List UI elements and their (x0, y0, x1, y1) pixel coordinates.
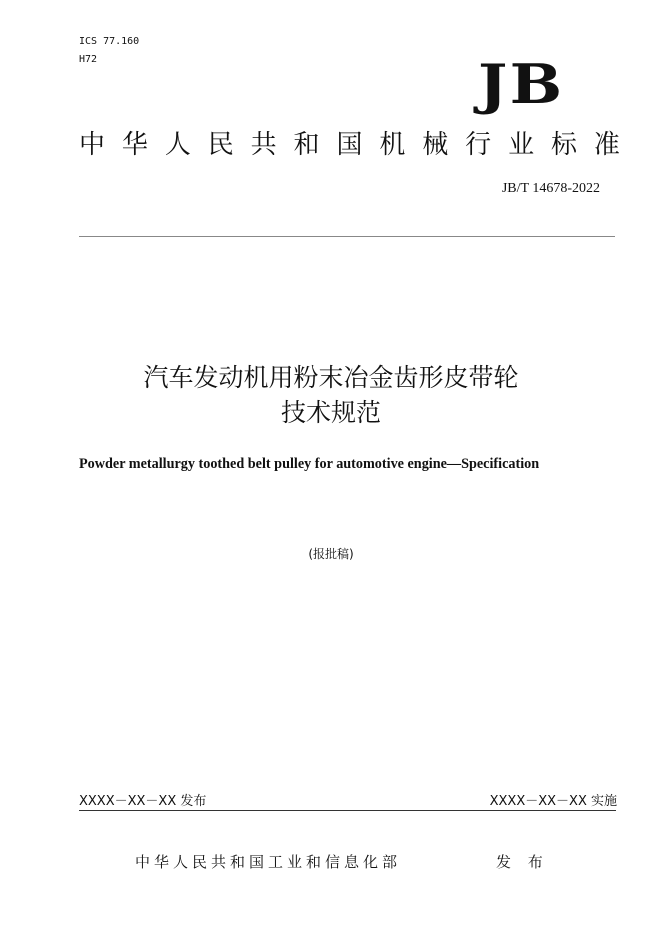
issue-label: 发 布 (496, 853, 549, 871)
ccs-code: H72 (79, 54, 98, 65)
category-char: 准 (593, 130, 620, 160)
category-char: 械 (422, 130, 449, 160)
category-char: 民 (207, 130, 234, 160)
title-en: Powder metallurgy toothed belt pulley for automotive engine—Specification (79, 456, 540, 472)
category-char: 华 (121, 130, 148, 160)
category-char: 和 (293, 130, 320, 160)
header-divider (79, 236, 615, 237)
standard-category (79, 128, 620, 162)
implementation-date: XXXX－XX－XX 实施 (489, 794, 617, 809)
title-cn-line2: 技术规范 (280, 398, 381, 427)
category-char: 标 (550, 130, 577, 160)
category-char: 人 (164, 130, 191, 160)
ics-code: ICS 77.160 (79, 36, 140, 47)
category-char: 共 (250, 130, 277, 160)
issuer: 中华人民共和国工业和信息化部 (135, 853, 402, 871)
category-char: 中 (79, 130, 106, 160)
category-char: 业 (508, 130, 535, 160)
draft-note: (报批稿) (308, 547, 354, 561)
jb-logo: JB (478, 52, 565, 116)
footer-divider (79, 810, 616, 811)
standard-number: JB/T 14678-2022 (501, 181, 600, 196)
issue-date: XXXX－XX－XX 发布 (79, 794, 207, 809)
category-char: 行 (465, 130, 492, 160)
title-cn-line1: 汽车发动机用粉末冶金齿形皮带轮 (143, 363, 519, 392)
category-char: 机 (379, 130, 406, 160)
category-char: 国 (336, 130, 363, 160)
